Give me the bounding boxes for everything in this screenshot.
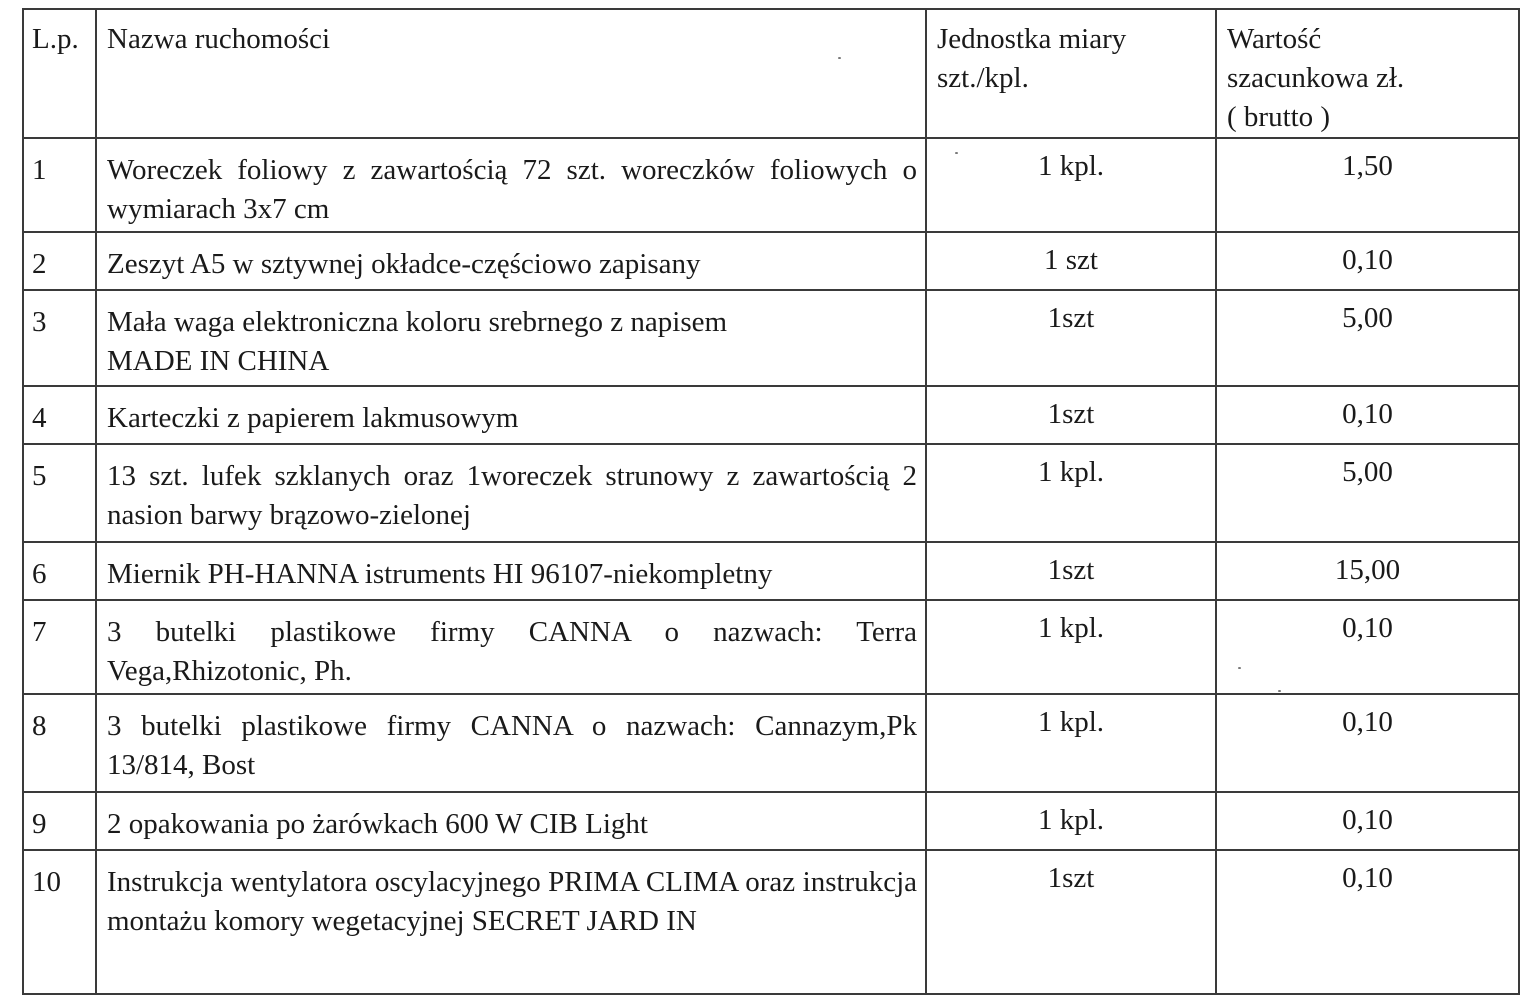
cell-value: 0,10 — [1216, 850, 1519, 994]
cell-name: Woreczek foliowy z zawartością 72 szt. woreczków foliowych o wymiarach 3x7 cm — [96, 138, 926, 232]
scan-speck — [1278, 690, 1281, 692]
property-table — [22, 8, 1520, 995]
document-sheet — [22, 8, 1518, 995]
cell-name-line2: MADE IN CHINA — [107, 345, 330, 377]
cell-value: 5,00 — [1216, 444, 1519, 542]
cell-unit: 1szt — [926, 542, 1216, 600]
cell-name: Miernik PH-HANNA istruments HI 96107-niekompletny — [96, 542, 926, 600]
cell-lp: 5 — [23, 444, 96, 542]
table-row — [23, 138, 1519, 232]
table-row — [23, 542, 1519, 600]
cell-unit: 1 kpl. — [926, 600, 1216, 694]
header-unit-line1: Jednostka miary — [937, 23, 1127, 55]
table-header-row — [23, 9, 1519, 138]
header-unit-line2: szt./kpl. — [937, 62, 1029, 94]
table-row — [23, 290, 1519, 386]
cell-lp: 9 — [23, 792, 96, 850]
cell-lp: 3 — [23, 290, 96, 386]
cell-lp: 6 — [23, 542, 96, 600]
cell-name: 3 butelki plastikowe firmy CANNA o nazwach: Terra Vega,Rhizotonic, Ph. — [96, 600, 926, 694]
table-row — [23, 444, 1519, 542]
cell-unit: 1 kpl. — [926, 138, 1216, 232]
cell-unit: 1szt — [926, 850, 1216, 994]
cell-unit: 1szt — [926, 290, 1216, 386]
cell-value: 0,10 — [1216, 600, 1519, 694]
cell-value: 0,10 — [1216, 792, 1519, 850]
table-row — [23, 694, 1519, 792]
header-lp: L.p. — [23, 9, 96, 138]
cell-unit: 1 kpl. — [926, 694, 1216, 792]
scan-speck — [955, 152, 958, 154]
cell-lp: 1 — [23, 138, 96, 232]
cell-value: 0,10 — [1216, 694, 1519, 792]
cell-unit: 1 kpl. — [926, 444, 1216, 542]
cell-lp: 7 — [23, 600, 96, 694]
cell-name: Zeszyt A5 w sztywnej okładce-częściowo zapisany — [96, 232, 926, 290]
header-value-line3: ( brutto ) — [1227, 101, 1331, 133]
cell-value: 0,10 — [1216, 386, 1519, 444]
header-unit — [926, 9, 1216, 138]
table-row — [23, 232, 1519, 290]
cell-value: 1,50 — [1216, 138, 1519, 232]
cell-name: Karteczki z papierem lakmusowym — [96, 386, 926, 444]
table-row — [23, 792, 1519, 850]
scan-speck — [838, 57, 841, 59]
cell-lp: 10 — [23, 850, 96, 994]
cell-unit: 1 kpl. — [926, 792, 1216, 850]
cell-lp: 8 — [23, 694, 96, 792]
cell-value: 15,00 — [1216, 542, 1519, 600]
cell-value: 0,10 — [1216, 232, 1519, 290]
header-value-line1: Wartość — [1227, 23, 1322, 55]
cell-lp: 2 — [23, 232, 96, 290]
cell-unit: 1szt — [926, 386, 1216, 444]
cell-name — [96, 290, 926, 386]
scan-speck — [1238, 667, 1241, 669]
header-name: Nazwa ruchomości — [96, 9, 926, 138]
cell-name: Instrukcja wentylatora oscylacyjnego PRIMA CLIMA oraz instrukcja montażu komory wegetacyjnej SECRET JARD IN — [96, 850, 926, 994]
cell-name: 3 butelki plastikowe firmy CANNA o nazwach: Cannazym,Pk 13/814, Bost — [96, 694, 926, 792]
header-value — [1216, 9, 1519, 138]
cell-name: 2 opakowania po żarówkach 600 W CIB Light — [96, 792, 926, 850]
cell-name-line1: Mała waga elektroniczna koloru srebrnego z napisem — [107, 306, 728, 338]
cell-unit: 1 szt — [926, 232, 1216, 290]
table-row — [23, 386, 1519, 444]
table-row — [23, 600, 1519, 694]
cell-name: 13 szt. lufek szklanych oraz 1woreczek strunowy z zawartością 2 nasion barwy brązowo-zielonej — [96, 444, 926, 542]
cell-lp: 4 — [23, 386, 96, 444]
header-value-line2: szacunkowa zł. — [1227, 62, 1405, 94]
table-row — [23, 850, 1519, 994]
cell-value: 5,00 — [1216, 290, 1519, 386]
